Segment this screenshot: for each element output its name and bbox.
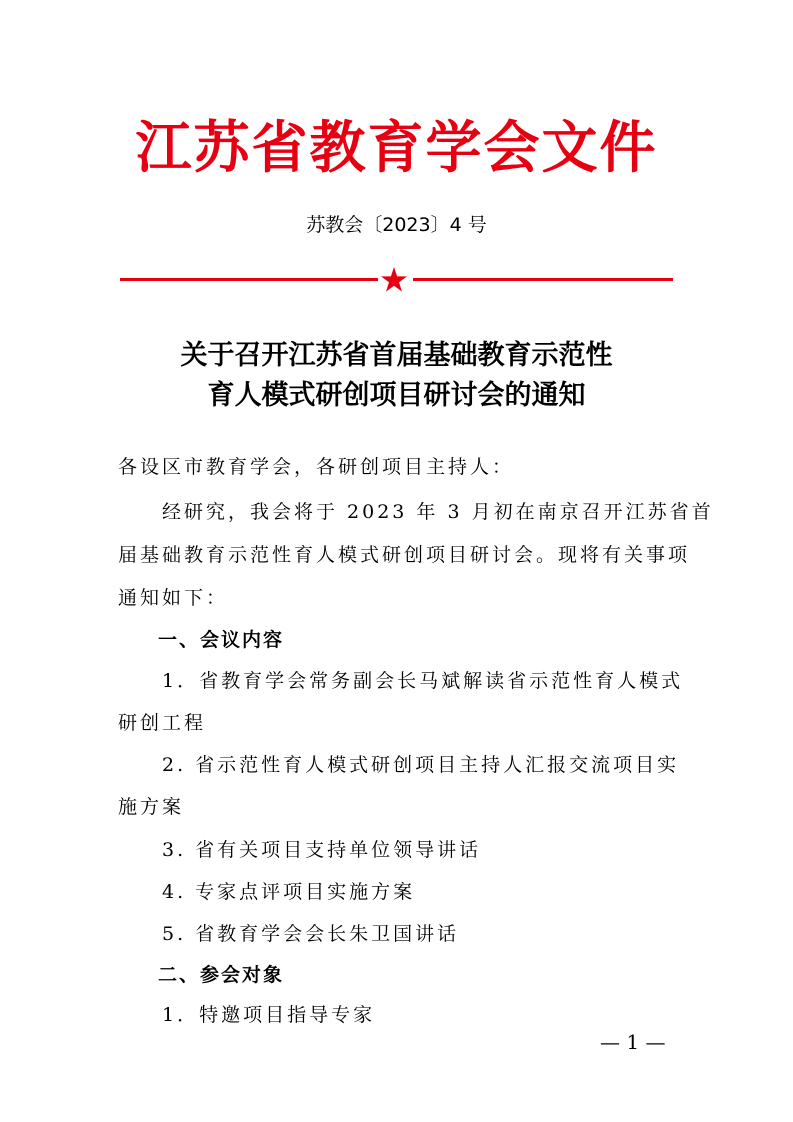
red-star-icon	[380, 266, 408, 294]
content-item-3: 3. 省有关项目支持单位领导讲话	[118, 839, 482, 861]
document-number: 苏教会〔2023〕4 号	[306, 214, 487, 236]
notice-title	[0, 336, 793, 416]
content-item-1-line-2: 研创工程	[118, 712, 207, 734]
intro-line-3: 通知如下：	[118, 587, 229, 609]
red-divider-left	[120, 278, 378, 281]
red-divider-right	[413, 278, 673, 281]
intro-line-2: 届基础教育示范性育人模式研创项目研讨会。现将有关事项	[118, 544, 691, 566]
page-number: — 1 —	[600, 1030, 666, 1054]
content-item-4: 4. 专家点评项目实施方案	[118, 881, 416, 903]
content-item-1-line-1: 1．省教育学会常务副会长马斌解读省示范性育人模式	[118, 670, 684, 692]
attendee-item-1: 1．特邀项目指导专家	[118, 1004, 376, 1026]
notice-title-line-2: 育人模式研创项目研讨会的通知	[207, 380, 586, 411]
intro-line-1: 经研究，我会将于 2023 年 3 月初在南京召开江苏省首	[118, 501, 714, 523]
content-item-2-line-1: 2. 省示范性育人模式研创项目主持人汇报交流项目实	[118, 754, 680, 776]
content-item-2-line-2: 施方案	[118, 796, 185, 818]
content-item-5: 5. 省教育学会会长朱卫国讲话	[118, 923, 460, 945]
section-heading-attendees: 二、参会对象	[158, 964, 285, 986]
salutation: 各设区市教育学会，各研创项目主持人：	[118, 456, 515, 478]
masthead-title: 江苏省教育学会文件	[135, 115, 658, 181]
section-heading-meeting-content: 一、会议内容	[158, 629, 285, 651]
notice-title-line-1: 关于召开江苏省首届基础教育示范性	[180, 340, 613, 371]
